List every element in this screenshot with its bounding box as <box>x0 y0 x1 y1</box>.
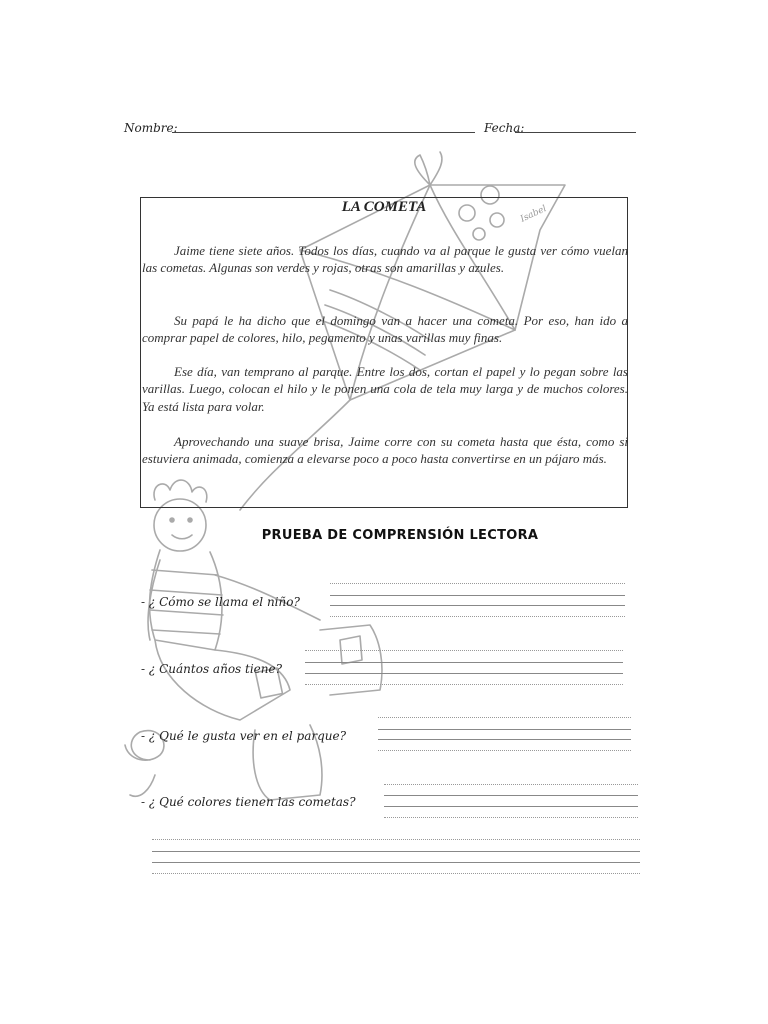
story-title: LA COMETA <box>341 199 427 215</box>
story-paragraph-4: Aprovechando una suave brisa, Jaime corre con su cometa hasta que ésta, como si estuviera animada, comienza a elevarse poco a poco hasta convertirse en un pájaro más. <box>142 434 628 467</box>
question-1: - ¿ Cómo se llama el niño? <box>141 595 300 609</box>
answer-line[interactable] <box>378 750 631 751</box>
question-3: - ¿ Qué le gusta ver en el parque? <box>141 729 347 743</box>
date-label: Fecha: <box>484 121 525 135</box>
question-4: - ¿ Qué colores tienen las cometas? <box>141 795 356 809</box>
story-paragraph-1: Jaime tiene siete años. Todos los días, cuando va al parque le gusta ver cómo vuelan las cometas. Algunas son verdes y rojas, otras son amarillas y azules. <box>142 243 628 276</box>
answer-line[interactable] <box>378 717 631 718</box>
answer-line[interactable] <box>305 684 623 685</box>
test-title: PRUEBA DE COMPRENSIÓN LECTORA <box>261 528 539 543</box>
story-paragraph-3: Ese día, van temprano al parque. Entre los dos, cortan el papel y lo pegan sobre las varillas. Luego, colocan el hilo y le ponen una cola de tela muy larga y de muchos colores. Ya está lista para volar. <box>142 364 628 414</box>
kite-signature: Isabel <box>519 204 549 225</box>
question-2: - ¿ Cuántos años tiene? <box>141 662 283 676</box>
answer-line[interactable] <box>330 616 625 617</box>
answer-line[interactable] <box>152 851 640 852</box>
answer-line[interactable] <box>330 583 625 584</box>
answer-line[interactable] <box>330 595 625 596</box>
name-field[interactable] <box>172 132 475 133</box>
answer-line[interactable] <box>330 605 625 606</box>
answer-line[interactable] <box>378 739 631 740</box>
answer-line[interactable] <box>384 784 638 785</box>
answer-line[interactable] <box>305 662 623 663</box>
date-field[interactable] <box>515 132 636 133</box>
answer-line[interactable] <box>152 839 640 840</box>
answer-line[interactable] <box>305 650 623 651</box>
answer-line[interactable] <box>384 817 638 818</box>
answer-line[interactable] <box>152 873 640 874</box>
answer-line[interactable] <box>378 729 631 730</box>
answer-line[interactable] <box>384 795 638 796</box>
answer-line[interactable] <box>384 806 638 807</box>
answer-line[interactable] <box>152 862 640 863</box>
name-label: Nombre: <box>124 121 178 135</box>
story-paragraph-2: Su papá le ha dicho que el domingo van a hacer una cometa. Por eso, han ido a comprar papel de colores, hilo, pegamento y unas varillas muy finas. <box>142 313 628 346</box>
answer-line[interactable] <box>305 673 623 674</box>
